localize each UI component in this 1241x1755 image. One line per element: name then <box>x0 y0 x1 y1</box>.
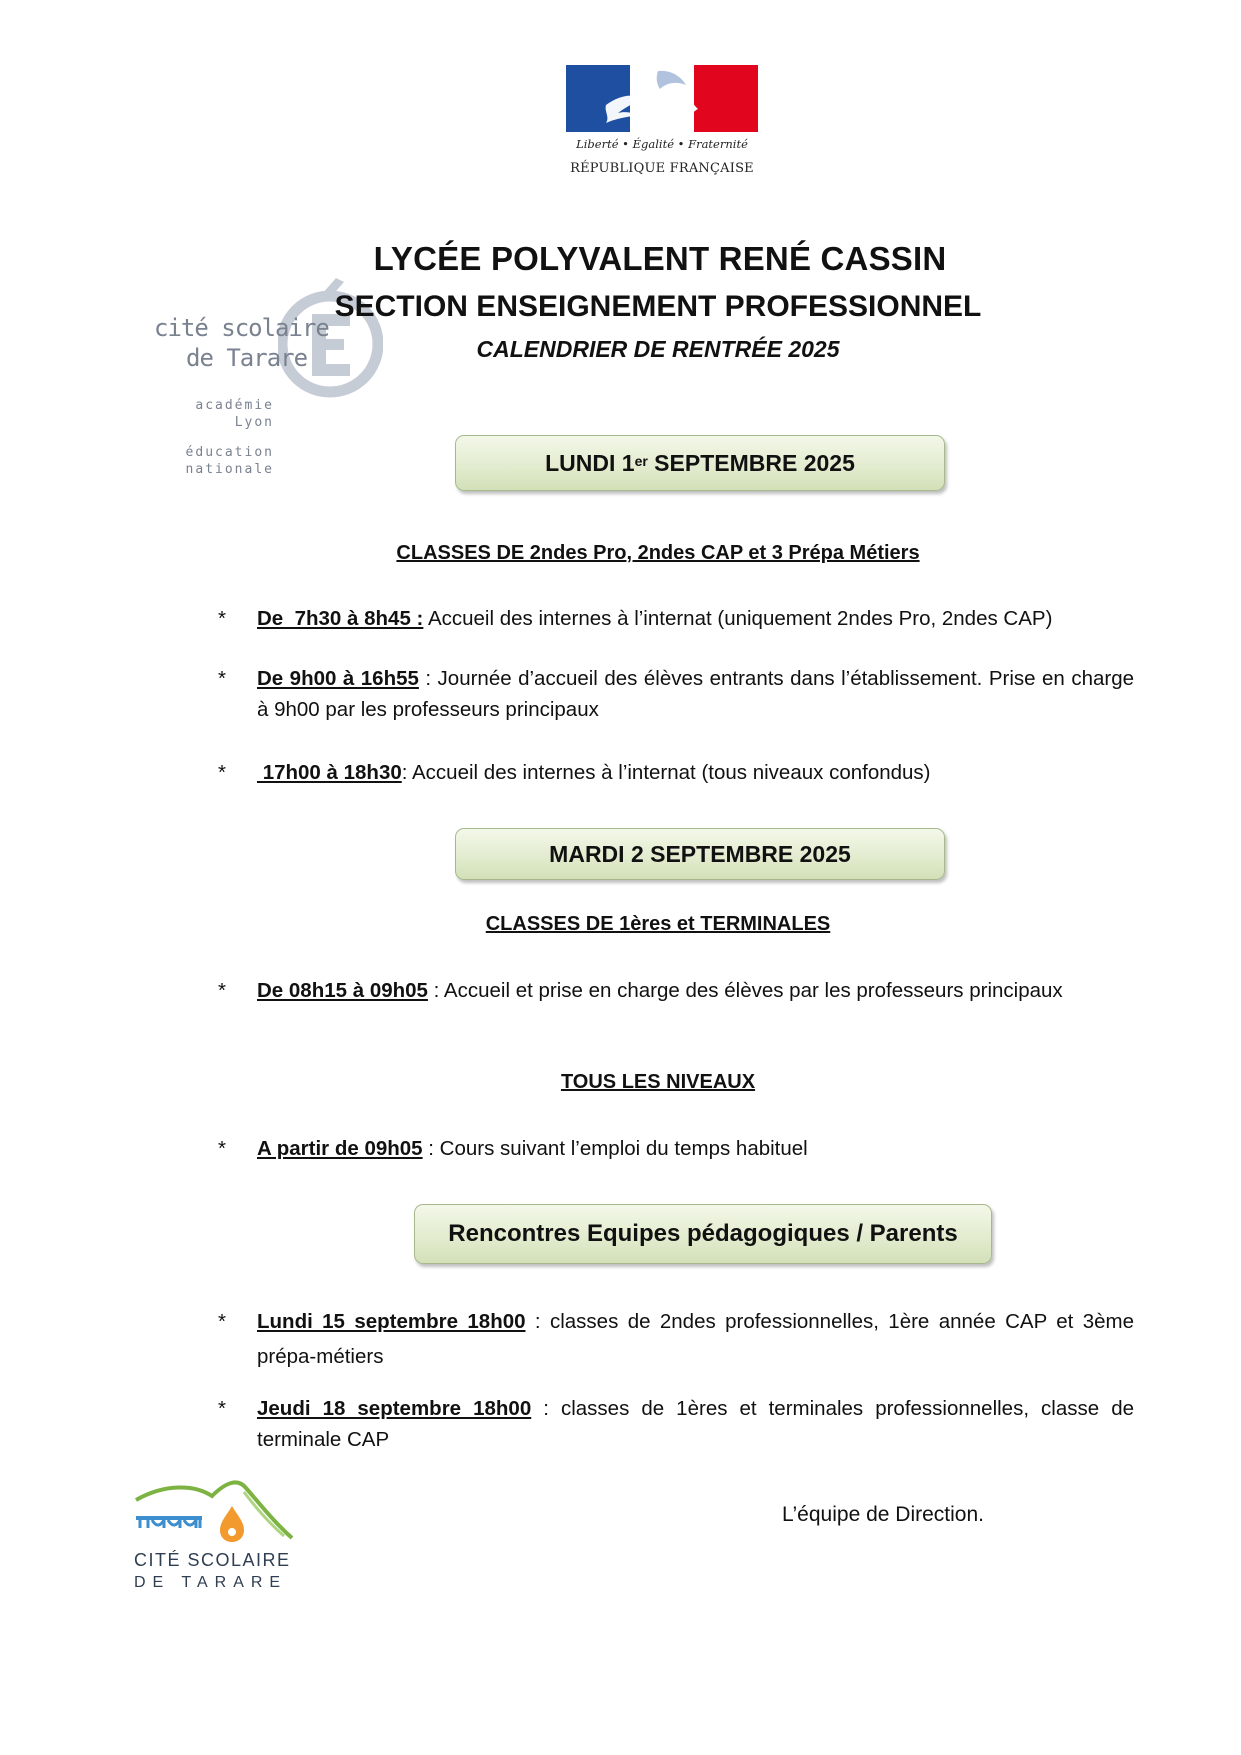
day1-banner-prefix: LUNDI 1 <box>545 449 635 476</box>
school-title: LYCÉE POLYVALENT RENÉ CASSIN <box>373 240 947 277</box>
tarare-logo-line1: CITÉ SCOLAIRE <box>134 1550 291 1570</box>
cite-scolaire-tarare-logo-icon <box>134 1478 294 1548</box>
list-item <box>218 1133 1134 1164</box>
tarare-logo-line2: DE TARARE <box>134 1574 288 1591</box>
calendar-title: CALENDRIER DE RENTRÉE 2025 <box>476 336 840 362</box>
cite-scolaire-tarare-logo <box>134 1478 294 1598</box>
meetings-banner: Rencontres Equipes pédagogiques / Parents <box>414 1204 992 1264</box>
republic-name: RÉPUBLIQUE FRANÇAISE <box>570 161 754 176</box>
day1-banner-suffix: SEPTEMBRE 2025 <box>647 449 855 476</box>
day1-banner <box>455 435 945 491</box>
bullet: * <box>218 761 226 784</box>
item-text: : Cours suivant l’emploi du temps habituel <box>422 1137 808 1160</box>
item-text: : Accueil et prise en charge des élèves par les professeurs principaux <box>427 979 1063 1002</box>
item-time: De 08h15 à 09h05 <box>257 979 428 1002</box>
item-time: 17h00 à 18h30 <box>257 761 402 784</box>
list-item <box>218 975 1134 1006</box>
lyon-label: Lyon <box>234 415 274 430</box>
day2-classes-heading: CLASSES DE 1ères et TERMINALES <box>485 913 831 935</box>
item-date: Jeudi 18 septembre 18h00 <box>257 1397 532 1420</box>
bullet: * <box>218 667 226 690</box>
item-text: : Accueil des internes à l’internat (tous niveaux confondus) <box>401 761 931 784</box>
item-date: Lundi 15 septembre 18h00 <box>257 1310 526 1333</box>
section-title: SECTION ENSEIGNEMENT PROFESSIONNEL <box>334 290 982 323</box>
bullet: * <box>218 1397 226 1420</box>
list-item <box>218 1393 1134 1455</box>
tarare-label: de Tarare <box>186 344 308 372</box>
list-item <box>218 757 1134 788</box>
day1-classes-heading: CLASSES DE 2ndes Pro, 2ndes CAP et 3 Prépa Métiers <box>396 542 920 564</box>
item-text: : classes de 2ndes professionnelles, 1ère année CAP et 3ème prépa-métiers <box>257 1310 1134 1368</box>
item-text: : classes de 1ères et terminales professionnelles, classe de terminale CAP <box>257 1397 1134 1451</box>
cite-scolaire-label: cité scolaire <box>154 314 329 342</box>
list-item <box>218 1304 1134 1374</box>
list-item <box>218 663 1134 725</box>
education-label: éducation <box>185 445 274 460</box>
bullet: * <box>218 607 226 630</box>
day1-banner-sup: er <box>634 453 648 469</box>
marianne-logo-icon <box>566 65 758 132</box>
bullet: * <box>218 1310 226 1333</box>
item-time: A partir de 09h05 <box>257 1137 423 1160</box>
list-item <box>218 603 1134 634</box>
item-text: : Journée d’accueil des élèves entrants dans l’établissement. Prise en charge à 9h00 par les professeurs principaux <box>257 667 1134 721</box>
bullet: * <box>218 979 226 1002</box>
signature: L’équipe de Direction. <box>782 1503 984 1526</box>
republic-motto: Liberté • Égalité • Fraternité <box>576 137 748 151</box>
bullet: * <box>218 1137 226 1160</box>
item-text: Accueil des internes à l’internat (uniquement 2ndes Pro, 2ndes CAP) <box>423 607 1053 630</box>
day2-banner: MARDI 2 SEPTEMBRE 2025 <box>455 828 945 880</box>
nationale-label: nationale <box>185 462 274 477</box>
all-levels-heading: TOUS LES NIVEAUX <box>560 1071 756 1093</box>
academie-label: académie <box>195 398 274 413</box>
item-time: De 9h00 à 16h55 <box>257 667 419 690</box>
republique-francaise-logo <box>566 65 758 183</box>
item-time: De 7h30 à 8h45 : <box>257 607 424 630</box>
